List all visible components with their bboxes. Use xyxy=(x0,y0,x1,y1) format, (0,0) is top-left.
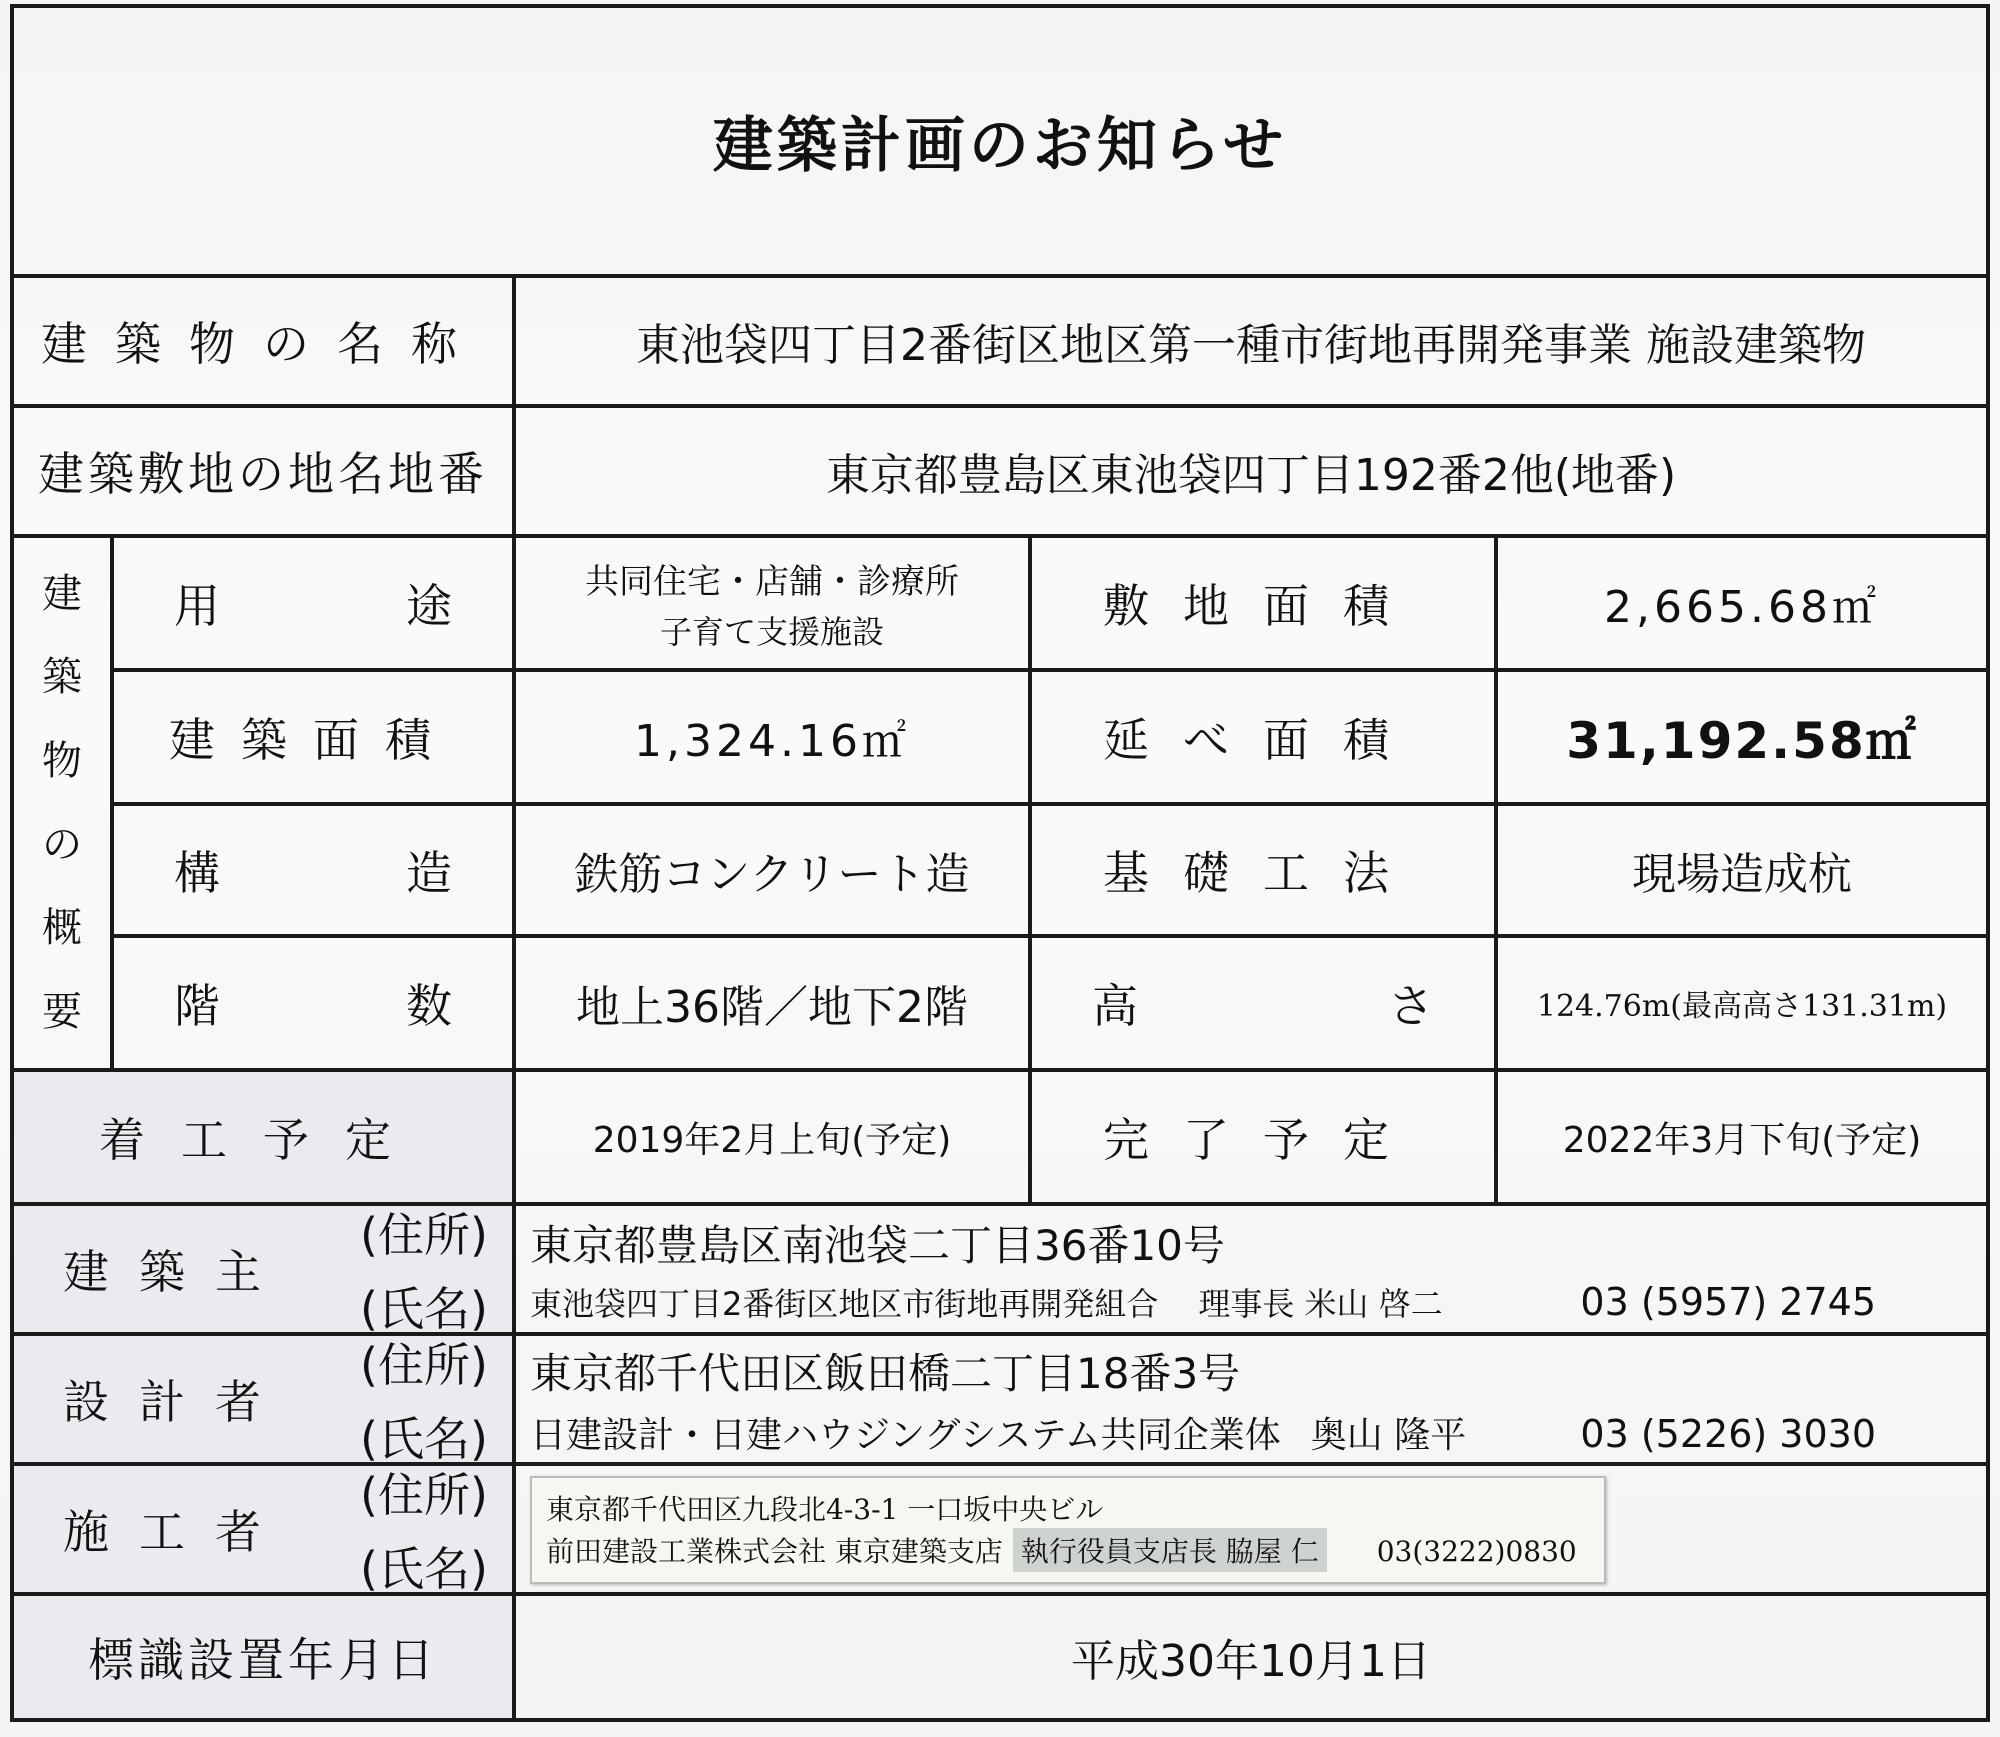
name-value-cell xyxy=(512,274,1990,408)
owner-org: 東池袋四丁目2番街区地区市街地再開発組合 xyxy=(530,1285,1159,1323)
floors-value: 地上36階／地下2階 xyxy=(576,982,968,1033)
posted-value: 平成30年10月1日 xyxy=(1071,1636,1431,1687)
building-area-label-cell xyxy=(110,668,516,806)
address-tag: (住所) xyxy=(360,1338,488,1392)
address-tag: (住所) xyxy=(360,1468,488,1522)
overview-label-cell xyxy=(10,534,114,1072)
contractor-label: 施工者 xyxy=(63,1505,291,1559)
page-title: 建築計画のお知らせ xyxy=(712,111,1288,181)
floors-label-char: 階 xyxy=(174,979,220,1033)
floor-area-value-cell xyxy=(1494,668,1990,806)
site-area-value: 2,665.68㎡ xyxy=(1604,582,1880,633)
height-label-char: 高 xyxy=(1092,979,1138,1033)
site-value-cell xyxy=(512,404,1990,538)
site-label-cell xyxy=(10,404,516,538)
finish-label: 完了予定 xyxy=(1103,1113,1423,1167)
owner-tags-cell xyxy=(336,1202,516,1336)
start-value-cell xyxy=(512,1068,1032,1206)
use-value-line1: 共同住宅・店舗・診療所 xyxy=(585,561,959,602)
start-label-cell xyxy=(10,1068,516,1206)
site-label: 建築敷地の地名地番 xyxy=(38,447,488,501)
site-area-label-cell xyxy=(1028,534,1498,672)
name-tag: (氏名) xyxy=(360,1412,488,1466)
contractor-tags-cell xyxy=(336,1462,516,1596)
use-value-cell xyxy=(512,534,1032,672)
name-tag: (氏名) xyxy=(360,1282,488,1336)
floor-area-value: 31,192.58㎡ xyxy=(1566,712,1918,770)
owner-info-cell xyxy=(512,1202,1990,1336)
designer-info-cell xyxy=(512,1332,1990,1466)
owner-address: 東京都豊島区南池袋二丁目36番10号 xyxy=(530,1221,1225,1270)
height-value: 124.76m(最高高さ131.31m) xyxy=(1536,989,1948,1024)
floors-label-cell xyxy=(110,934,516,1072)
designer-person: 奥山 隆平 xyxy=(1310,1414,1467,1456)
contractor-phone: 03(3222)0830 xyxy=(1376,1535,1577,1568)
use-value-line2: 子育て支援施設 xyxy=(659,612,884,651)
address-tag: (住所) xyxy=(360,1208,488,1262)
structure-label-char: 構 xyxy=(174,846,220,900)
name-tag: (氏名) xyxy=(360,1542,488,1596)
structure-label-char: 造 xyxy=(406,846,452,900)
overview-char: 建 xyxy=(42,570,82,617)
building-area-value: 1,324.16㎡ xyxy=(634,716,910,767)
use-label-char: 途 xyxy=(406,579,452,633)
finish-value-cell xyxy=(1494,1068,1990,1206)
floor-area-label: 延べ面積 xyxy=(1103,713,1423,767)
foundation-label: 基礎工法 xyxy=(1103,846,1423,900)
name-label: 建築物の名称 xyxy=(41,317,485,371)
structure-value-cell xyxy=(512,802,1032,938)
contractor-org: 前田建設工業株式会社 東京建築支店 xyxy=(546,1535,1003,1568)
designer-address: 東京都千代田区飯田橋二丁目18番3号 xyxy=(530,1348,1241,1398)
foundation-value-cell xyxy=(1494,802,1990,938)
site-address: 東京都豊島区東池袋四丁目192番2他(地番) xyxy=(825,450,1677,501)
start-value: 2019年2月上旬(予定) xyxy=(592,1119,952,1161)
overview-char: 概 xyxy=(42,905,82,952)
posted-value-cell xyxy=(512,1592,1990,1722)
floors-value-cell xyxy=(512,934,1032,1072)
use-label-cell xyxy=(110,534,516,672)
posted-label-cell xyxy=(10,1592,516,1722)
structure-value: 鉄筋コンクリート造 xyxy=(574,849,970,900)
site-area-value-cell xyxy=(1494,534,1990,672)
use-label-char: 用 xyxy=(174,579,220,633)
designer-label-cell xyxy=(10,1332,340,1466)
overview-char: 築 xyxy=(42,654,82,701)
overview-char: 要 xyxy=(42,989,82,1036)
foundation-label-cell xyxy=(1028,802,1498,938)
finish-value: 2022年3月下旬(予定) xyxy=(1562,1119,1922,1161)
name-label-cell xyxy=(10,274,516,408)
owner-label-cell xyxy=(10,1202,340,1336)
designer-name-row xyxy=(530,1407,1986,1458)
overview-char: 物 xyxy=(42,738,82,785)
floor-area-label-cell xyxy=(1028,668,1498,806)
finish-label-cell xyxy=(1028,1068,1498,1206)
floors-label-char: 数 xyxy=(406,979,452,1033)
owner-label: 建築主 xyxy=(63,1245,291,1299)
start-label: 着工予定 xyxy=(99,1113,427,1167)
contractor-person: 執行役員支店長 脇屋 仁 xyxy=(1013,1528,1327,1572)
foundation-value: 現場造成杭 xyxy=(1632,849,1852,900)
building-area-value-cell xyxy=(512,668,1032,806)
contractor-label-cell xyxy=(10,1462,340,1596)
designer-phone: 03 (5226) 3030 xyxy=(1580,1411,1876,1456)
title-box xyxy=(10,4,1990,278)
posted-label: 標識設置年月日 xyxy=(88,1633,438,1687)
owner-person: 理事長 米山 啓二 xyxy=(1198,1285,1443,1323)
contractor-name-row xyxy=(546,1528,1604,1572)
contractor-label-patch xyxy=(530,1476,1606,1584)
height-label-char: さ xyxy=(1388,979,1434,1033)
owner-phone: 03 (5957) 2745 xyxy=(1580,1280,1876,1324)
height-label-cell xyxy=(1028,934,1498,1072)
structure-label-cell xyxy=(110,802,516,938)
building-name: 東池袋四丁目2番街区地区第一種市街地再開発事業 施設建築物 xyxy=(636,320,1866,371)
designer-org: 日建設計・日建ハウジングシステム共同企業体 xyxy=(530,1414,1281,1456)
designer-label: 設計者 xyxy=(63,1375,291,1429)
building-area-label: 建築面積 xyxy=(169,713,457,767)
height-value-cell xyxy=(1494,934,1990,1072)
owner-name-row xyxy=(530,1279,1986,1325)
site-area-label: 敷地面積 xyxy=(1103,579,1423,633)
overview-char: の xyxy=(42,821,82,868)
contractor-address: 東京都千代田区九段北4-3-1 一口坂中央ビル xyxy=(546,1493,1104,1526)
designer-tags-cell xyxy=(336,1332,516,1466)
